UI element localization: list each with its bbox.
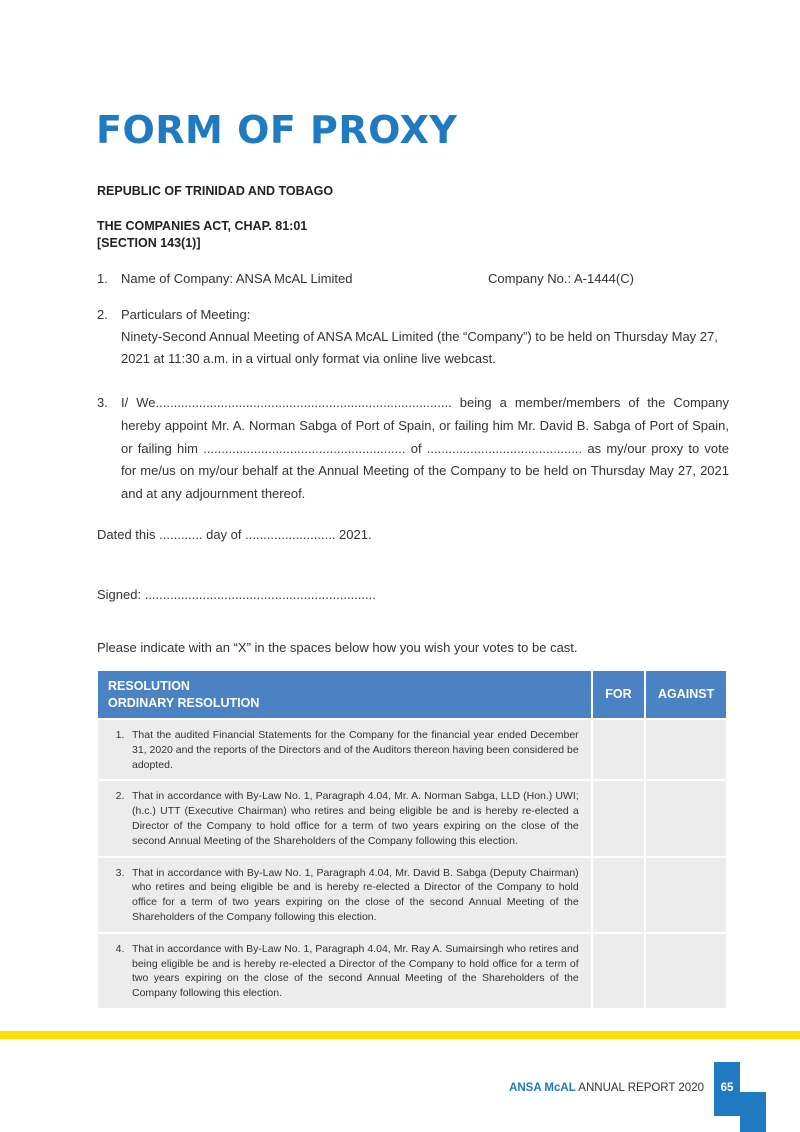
against-vote-cell[interactable] — [645, 780, 727, 856]
resolution-cell — [97, 719, 592, 780]
for-vote-cell[interactable] — [592, 719, 646, 780]
item-appointment — [97, 392, 729, 506]
table-header-row — [97, 670, 727, 719]
page-number-block-tail — [740, 1092, 766, 1132]
against-vote-cell[interactable] — [645, 933, 727, 1009]
resolution-text: That the audited Financial Statements for the Company for the financial year ended December 31, 2020 and the reports of the Directors and of the Auditors thereon having been considered be adopted. — [132, 729, 579, 771]
heading-republic: REPUBLIC OF TRINIDAD AND TOBAGO — [97, 184, 334, 198]
resolution-number: 2. — [115, 790, 125, 803]
for-vote-cell[interactable] — [592, 933, 646, 1009]
resolution-header — [97, 670, 592, 719]
resolution-cell — [97, 780, 592, 856]
company-number: Company No.: A-1444(C) — [488, 271, 634, 286]
footer-report: ANNUAL REPORT 2020 — [575, 1082, 704, 1094]
ordinary-resolution-header-label: ORDINARY RESOLUTION — [108, 695, 260, 710]
resolution-number: 1. — [115, 729, 125, 741]
item-number: 1. — [97, 271, 108, 286]
signed-line: Signed: ................................................................ — [97, 587, 376, 602]
resolution-cell — [97, 933, 592, 1009]
for-vote-cell[interactable] — [592, 857, 646, 933]
resolution-text: That in accordance with By-Law No. 1, Paragraph 4.04, Mr. Ray A. Sumairsingh who retires and being eligible be and is hereby re-elected a Director of the Company to hold office for a term of two years expiring on the close of the second Annual Meeting of the Shareholders of the Company following this election. — [132, 942, 579, 1000]
resolution-text: That in accordance with By-Law No. 1, Paragraph 4.04, Mr. David B. Sabga (Deputy Chairman) who retires and being eligible be and is hereby re-elected a Director of the Company to hold office for a term of two years expiring on the close of the second Annual Meeting of the Shareholders of the Company following this election. — [132, 866, 579, 923]
footer-divider-bar — [0, 1031, 800, 1039]
resolution-number: 4. — [115, 942, 125, 955]
table-row — [97, 857, 727, 933]
table-row — [97, 780, 727, 856]
item-company — [97, 268, 729, 290]
resolution-text: That in accordance with By-Law No. 1, Paragraph 4.04, Mr. A. Norman Sabga, LLD (Hon.) UWI; (h.c.) UTT (Executive Chairman) who retires and being eligible be and is hereby re-elected a Director of the Company to hold office for a term of two years expiring on the close of the second Annual Meeting of the Shareholders of the Company following this election. — [132, 790, 579, 847]
against-vote-cell[interactable] — [645, 719, 727, 780]
footer-brand: ANSA McAL — [509, 1082, 576, 1094]
for-vote-cell[interactable] — [592, 780, 646, 856]
against-vote-cell[interactable] — [645, 857, 727, 933]
meeting-label: Particulars of Meeting: — [121, 307, 251, 322]
page-title: FORM OF PROXY — [96, 108, 458, 152]
vote-instruction: Please indicate with an “X” in the spaces below how you wish your votes to be cast. — [97, 640, 578, 655]
page-number: 65 — [720, 1082, 734, 1094]
dated-line: Dated this ............ day of ......................... 2021. — [97, 527, 372, 542]
meeting-text: Ninety-Second Annual Meeting of ANSA McAL Limited (the “Company”) to be held on Thursday May 27, 2021 at 11:30 a.m. in a virtual only format via online live webcast. — [121, 329, 718, 366]
appointment-text: I/ We.................................................................................. being a member/members of the Company hereby appoint Mr. A. Norman Sabga of Port of Spain, or failing him Mr. David B. Sabga of Port of Spain, or failing him ........................................................ of ........................................... as my/our proxy to vote for me/us on my/our behalf at the Annual Meeting of the Company to be held on Thursday May 27, 2021 and at any adjournment thereof. — [121, 395, 729, 502]
table-row — [97, 933, 727, 1009]
footer-report-label — [509, 1082, 704, 1094]
item-number: 2. — [97, 307, 108, 322]
heading-act: THE COMPANIES ACT, CHAP. 81:01 — [97, 219, 308, 233]
against-header: AGAINST — [645, 670, 727, 719]
item-number: 3. — [97, 395, 108, 410]
company-name: Name of Company: ANSA McAL Limited — [121, 271, 353, 286]
resolution-number: 3. — [115, 866, 125, 879]
resolution-cell — [97, 857, 592, 933]
for-header: FOR — [592, 670, 646, 719]
resolution-header-label: RESOLUTION — [108, 678, 190, 693]
item-meeting — [97, 304, 729, 370]
resolution-table — [96, 669, 728, 1010]
table-row — [97, 719, 727, 780]
heading-section: [SECTION 143(1)] — [97, 236, 201, 250]
